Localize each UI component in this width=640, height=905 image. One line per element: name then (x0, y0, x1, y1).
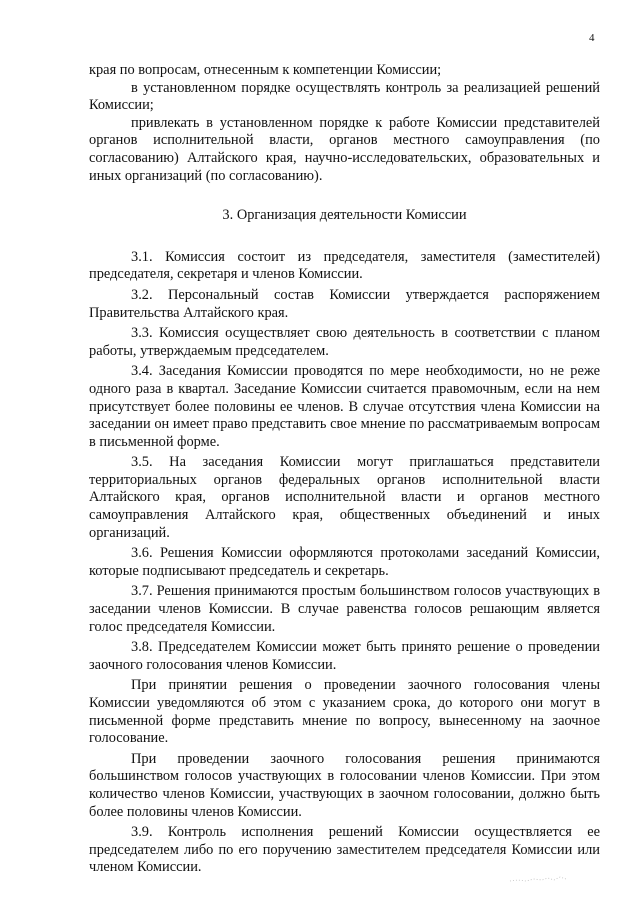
paragraph-3-8-notify: При принятии решения о проведении заочного голосования члены Комиссии уведомляются об этом с указанием срока, до которого они могут в письменной форме представить мнение по вопросу, вынесенному на заочное голосование. (89, 677, 600, 747)
paragraph-3-3: 3.3. Комиссия осуществляет свою деятельность в соответствии с планом работы, утверждаемым председателем. (89, 325, 600, 359)
document-body (89, 62, 600, 877)
paragraph-3-7: 3.7. Решения принимаются простым большинством голосов участвующих в заседании членов Комиссии. В случае равенства голосов решающим является голос председателя Комиссии. (89, 583, 600, 635)
paragraph-3-6: 3.6. Решения Комиссии оформляются протоколами заседаний Комиссии, которые подписывают председатель и секретарь. (89, 545, 600, 579)
paragraph-continuation: края по вопросам, отнесенным к компетенции Комиссии; (89, 62, 442, 78)
section-heading: 3. Организация деятельности Комиссии (222, 207, 467, 224)
paragraph-3-9: 3.9. Контроль исполнения решений Комиссии осуществляется ее председателем либо по его поручению заместителем председателя Комиссии или членом Комиссии. (89, 824, 600, 876)
scan-artifact (508, 874, 568, 884)
page-number: 4 (589, 32, 595, 44)
paragraph-3-8-voting: При проведении заочного голосования решения принимаются большинством голосов участвующих в голосовании членов Комиссии. При этом количество членов Комиссии, участвующих в заочном голосовании, должно быть более половины членов Комиссии. (89, 750, 600, 820)
paragraph-3-8: 3.8. Председателем Комиссии может быть принято решение о проведении заочного голосования членов Комиссии. (89, 639, 600, 673)
paragraph-3-1: 3.1. Комиссия состоит из председателя, заместителя (заместителей) председателя, секретаря и членов Комиссии. (89, 248, 600, 283)
paragraph-3-4: 3.4. Заседания Комиссии проводятся по мере необходимости, но не реже одного раза в квартал. Заседание Комиссии считается правомочным, если на нем присутствует более половины ее членов. В случае отсутствия члена Комиссии на заседании он имеет право представить свое мнение по рассматриваемым вопросам в письменной форме. (89, 363, 600, 450)
paragraph-control: в установленном порядке осуществлять контроль за реализацией решений Комиссии; (89, 79, 600, 114)
paragraph-3-2: 3.2. Персональный состав Комиссии утверждается распоряжением Правительства Алтайского края. (89, 286, 600, 321)
paragraph-3-5: 3.5. На заседания Комиссии могут приглашаться представители территориальных органов федеральных органов исполнительной власти Алтайского края, органов исполнительной власти и органов местного самоуправления Алтайского края, общественных объединений и иных организаций. (89, 454, 600, 541)
paragraph-involve: привлекать в установленном порядке к работе Комиссии представителей органов исполнительной власти, органов местного самоуправления (по согласованию) Алтайского края, научно-исследовательских, образовательных и иных организаций (по согласованию). (89, 114, 600, 184)
